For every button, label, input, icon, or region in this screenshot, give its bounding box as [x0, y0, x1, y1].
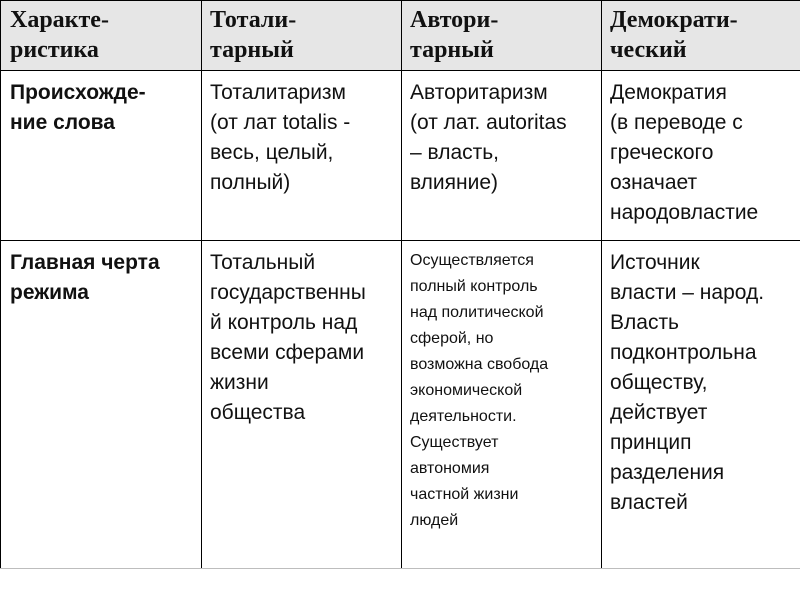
header-authoritarian: Автори- тарный	[402, 1, 602, 71]
header-row	[1, 1, 800, 71]
cell-feature-democratic: Источник власти – народ. Власть подконтрольна обществу, действует принцип разделения властей	[602, 241, 800, 569]
header-totalitarian: Тотали- тарный	[202, 1, 402, 71]
table-row-origin	[1, 71, 800, 241]
cell-feature-authoritarian: Осуществляется полный контроль над политической сферой, но возможна свобода экономической деятельности. Существует автономия частной жизни людей	[402, 241, 602, 569]
header-democratic: Демократи- ческий	[602, 1, 800, 71]
row-label-origin: Происхожде- ние слова	[1, 71, 202, 241]
cell-origin-authoritarian: Авторитаризм (от лат. autoritas – власть, влияние)	[402, 71, 602, 241]
bottom-divider	[0, 568, 800, 569]
header-characteristic: Характе- ристика	[1, 1, 202, 71]
row-label-main-feature: Главная черта режима	[1, 241, 202, 569]
table-row-main-feature	[1, 241, 800, 569]
cell-origin-totalitarian: Тоталитаризм (от лат totalis - весь, целый, полный)	[202, 71, 402, 241]
cell-origin-democratic: Демократия (в переводе с греческого означает народовластие	[602, 71, 800, 241]
cell-feature-totalitarian: Тотальный государственны й контроль над всеми сферами жизни общества	[202, 241, 402, 569]
